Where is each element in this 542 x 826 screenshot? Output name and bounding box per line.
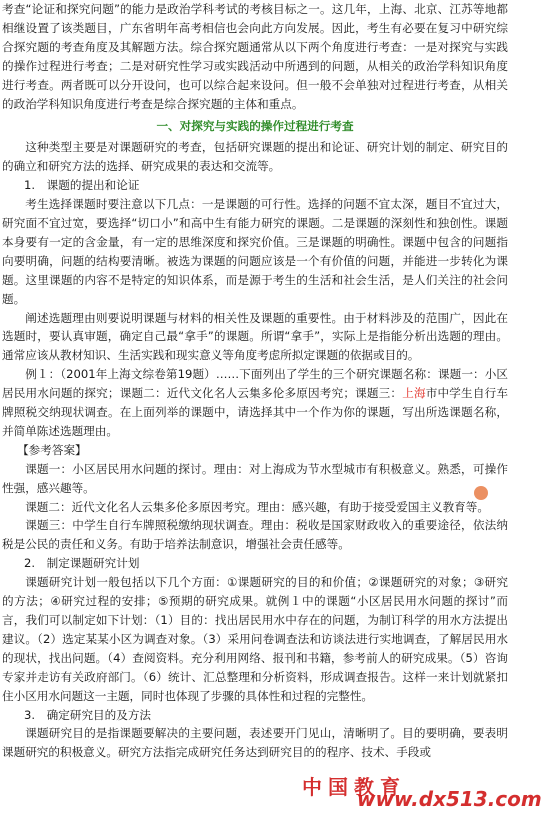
example-paragraph [2, 365, 508, 441]
intro-paragraph: 考查“论证和探究问题”的能力是政治学科考试的考核目标之一。这几年，上海、北京、江苏等地都相继设置了该类题目，广东省明年高考相信也会向此方向发展。因此，考生有必要在复习中研究综合探究题的考查角度及其解题方法。综合探究题通常从以下两个角度进行考查：一是对探究与实践的操作过程进行考查；二是对研究性学习或实践活动中所遇到的问题，从相关的政治学科知识角度进行考查。两者既可以分开设问，也可以综合起来设问。但一般不会单独对过程进行考查，从相关的政治学科知识角度进行考查是综合探究题的主体和重点。 [2, 2, 508, 111]
subheading-topic-proposal: 1. 课题的提出和论证 [24, 178, 140, 193]
example-text-b: 市中学生自行车牌照税交纳现状调查。在上面列举的课题中，请选择其中一个作为你的课题，写出所选课题名称，并简单陈述选题理由。 [2, 386, 508, 438]
subheading-research-plan: 2. 制定课题研究计划 [24, 556, 140, 571]
watermark-url: www.dx513.com [357, 787, 542, 811]
example-highlight: 上海 [402, 386, 426, 401]
section-heading: 一、对探究与实践的操作过程进行考查 [156, 119, 354, 134]
stamp-mark [474, 486, 488, 500]
example-text-a: 例１：（2001年上海文综卷第19题）……下面列出了学生的三个研究课题名称：课题一：小区居民用水问题的探究；课题二：近代文化名人云集多伦多原因考究；课题三： [2, 367, 508, 401]
paragraph-research-purpose: 课题研究目的是指课题要解决的主要问题，表述要开门见山，清晰明了。目的要明确，要表明课题研究的积极意义。研究方法指完成研究任务达到研究目的的程序、技术、手段或 [2, 726, 508, 760]
paragraph-topic-selection: 考生选择课题时要注意以下几点：一是课题的可行性。选择的问题不宜太深，题目不宜过大，研究面不宜过宽，要选择“切口小”和高中生有能力研究的课题。二是课题的深刻性和独创性。课题本身要有一定的含金量，有一定的思维深度和探究价值。三是课题的明确性。课题中包含的问题指向要明确，问题的结构要清晰。被选为课题的问题应该是一个有价值的问题，并能进一步转化为课题。这里课题的内容不是特定的知识体系，而是源于考生的生活和社会生活，是人们关注的社会问题。 [2, 197, 508, 306]
answer-label: 【参考答案】 [17, 442, 87, 457]
paragraph-research-plan: 课题研究计划一般包括以下几个方面：①课题研究的目的和价值；②课题研究的对象；③研究的方法；④研究过程的安排；⑤预期的研究成果。就例１中的课题“小区居民用水问题的探讨”而言，我们可以制定如下计划：（1）目的：找出居民用水中存在的问题，为制订科学的用水方法提出建议。（2）选定某某小区为调查对象。（3）采用问卷调查法和访谈法进行实地调查，了解居民用水的现状，找出问题。（4）查阅资料。充分利用网络、报刊和书籍，参考前人的研究成果。（5）咨询专家并走访有关政府部门。（6）统计、汇总整理和分析资料，形成调查报告。这样一来计划就紧扣住小区用水问题这一主题，同时也体现了步骤的具体性和过程的完整性。 [2, 575, 508, 703]
paragraph-overview: 这种类型主要是对课题研究的考查，包括研究课题的提出和论证、研究计划的制定、研究目的的确立和研究方法的选择、研究成果的表达和交流等。 [2, 140, 508, 174]
answer-topic-three: 课题三：中学生自行车牌照税缴纳现状调查。理由：税收是国家财政收入的重要途径，依法纳税是公民的责任和义务。有助于培养法制意识，增强社会责任感等。 [2, 518, 508, 552]
answer-topic-two: 课题二：近代文化名人云集多伦多原因考究。理由：感兴趣，有助于接受爱国主义教育等。 [25, 499, 489, 514]
watermark-logo: 中国教育 [302, 775, 406, 799]
answer-topic-one: 课题一：小区居民用水问题的探讨。理由：对上海成为节水型城市有积极意义。熟悉，可操作性强，感兴趣等。 [2, 461, 508, 495]
subheading-research-purpose: 3. 确定研究目的及方法 [24, 707, 152, 722]
paragraph-topic-reason: 阐述选题理由则要说明课题与材料的相关性及课题的重要性。由于材料涉及的范围广，因此在选题时，要认真审题，确定自己最“拿手”的课题。所谓“拿手”，实际上是指能分析出选题的理由。通常应该从教材知识、生活实践和现实意义等角度考虑所拟定课题的依据或目的。 [2, 310, 508, 363]
